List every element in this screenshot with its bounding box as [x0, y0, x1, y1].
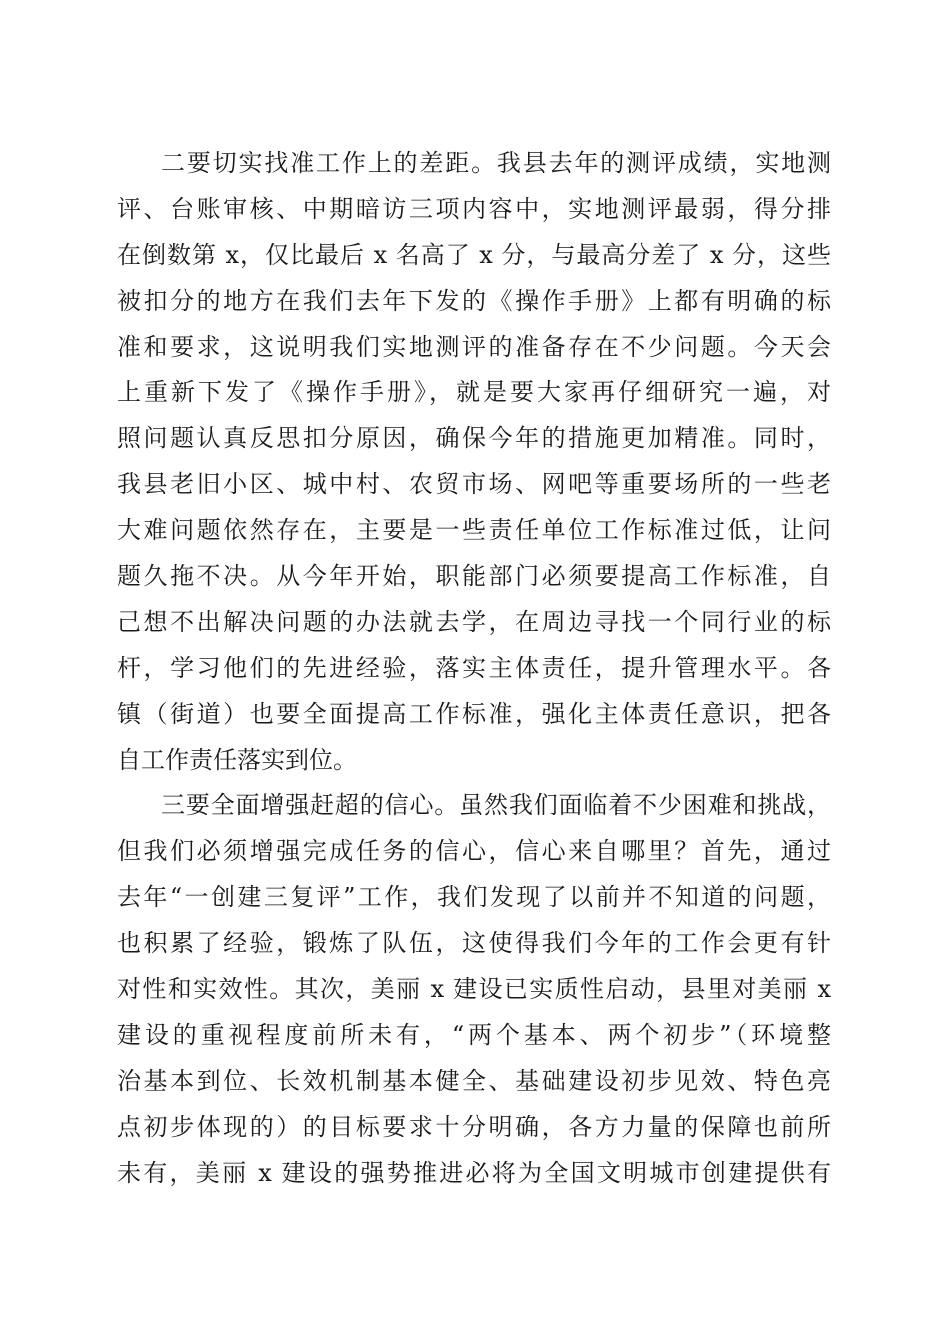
paragraph-line: 评、台账审核、中期暗访三项内容中，实地测评最弱，得分排 [117, 194, 831, 223]
paragraph-line: 三要全面增强赶超的信心。虽然我们面临着不少困难和挑战， [161, 791, 831, 820]
paragraph-line: 准和要求，这说明我们实地测评的准备存在不少问题。今天会 [117, 332, 831, 361]
paragraph-line: 题久拖不决。从今年开始，职能部门必须要提高工作标准，自 [117, 562, 831, 591]
paragraph-line: 我县老旧小区、城中村、农贸市场、网吧等重要场所的一些老 [117, 470, 831, 499]
paragraph-line: 镇（街道）也要全面提高工作标准，强化主体责任意识，把各 [117, 699, 831, 728]
paragraph-line: 二要切实找准工作上的差距。我县去年的测评成绩，实地测 [161, 149, 831, 177]
paragraph-line: 未有，美丽 x 建设的强势推进必将为全国文明城市创建提供有 [117, 1158, 831, 1187]
paragraph-line: 被扣分的地方在我们去年下发的《操作手册》上都有明确的标 [117, 286, 831, 315]
document-body [117, 141, 831, 1196]
paragraph-line: 大难问题依然存在，主要是一些责任单位工作标准过低，让问 [117, 516, 831, 545]
paragraph-line: 己想不出解决问题的办法就去学，在周边寻找一个同行业的标 [117, 607, 831, 636]
paragraph-2 [117, 141, 831, 783]
paragraph-line: 自工作责任落实到位。 [117, 745, 357, 774]
paragraph-line: 在倒数第 x，仅比最后 x 名高了 x 分，与最高分差了 x 分，这些 [117, 240, 831, 269]
paragraph-line: 照问题认真反思扣分原因，确保今年的措施更加精准。同时， [117, 424, 831, 453]
paragraph-line: 对性和实效性。其次，美丽 x 建设已实质性启动，县里对美丽 x [117, 975, 831, 1004]
paragraph-line: 去年“一创建三复评”工作，我们发现了以前并不知道的问题， [117, 883, 831, 912]
paragraph-3 [117, 783, 831, 1196]
paragraph-line: 也积累了经验，锻炼了队伍，这使得我们今年的工作会更有针 [117, 929, 831, 958]
paragraph-line: 上重新下发了《操作手册》，就是要大家再仔细研究一遍，对 [117, 378, 831, 407]
paragraph-line: 杆，学习他们的先进经验，落实主体责任，提升管理水平。各 [117, 653, 831, 682]
paragraph-line: 治基本到位、长效机制基本健全、基础建设初步见效、特色亮 [117, 1066, 831, 1095]
paragraph-line: 建设的重视程度前所未有，“两个基本、两个初步”（环境整 [117, 1020, 831, 1049]
paragraph-line: 点初步体现的）的目标要求十分明确，各方力量的保障也前所 [117, 1112, 831, 1141]
paragraph-line: 但我们必须增强完成任务的信心，信心来自哪里？首先，通过 [117, 837, 831, 866]
